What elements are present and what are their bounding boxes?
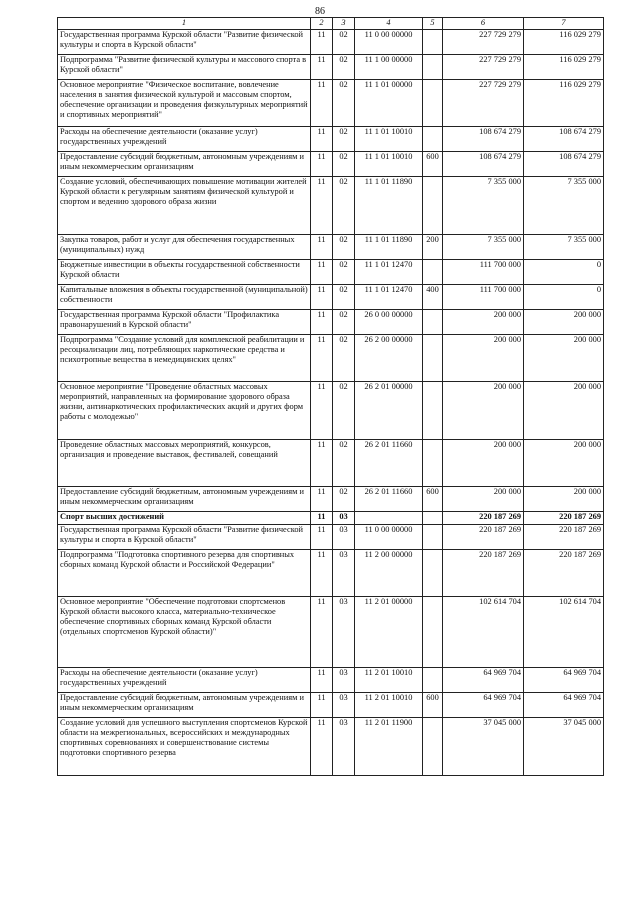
row-expense-type-code (423, 310, 443, 335)
row-amount-year1: 108 674 279 (443, 127, 524, 152)
row-section-code: 11 (311, 285, 333, 310)
row-name: Проведение областных массовых мероприятий, конкурсов, организация и проведение выставок, фестивалей, совещаний (58, 440, 311, 487)
row-name: Подпрограмма "Развитие физической культуры и массового спорта в Курской области" (58, 55, 311, 80)
row-amount-year2: 64 969 704 (524, 668, 604, 693)
row-expense-type-code (423, 382, 443, 440)
row-name: Государственная программа Курской области "Развитие физической культуры и спорта в Курской области" (58, 30, 311, 55)
row-section-code: 11 (311, 550, 333, 597)
row-amount-year1: 108 674 279 (443, 152, 524, 177)
row-amount-year1: 64 969 704 (443, 693, 524, 718)
row-name: Основное мероприятие "Обеспечение подготовки спортсменов Курской области высокого класса, материально-техническое обеспечение спортивных сборных команд Курской области (отдельных спортсменов Курской области)" (58, 597, 311, 668)
row-amount-year2: 102 614 704 (524, 597, 604, 668)
row-subsection-code: 02 (333, 335, 355, 382)
row-expense-type-code (423, 597, 443, 668)
row-section-code: 11 (311, 440, 333, 487)
table-row (58, 285, 604, 310)
row-target-article-code: 11 2 01 11900 (355, 718, 423, 776)
row-subsection-code: 02 (333, 310, 355, 335)
row-target-article-code: 26 2 01 11660 (355, 487, 423, 512)
row-target-article-code: 11 2 01 00000 (355, 597, 423, 668)
table-row (58, 177, 604, 235)
row-expense-type-code (423, 668, 443, 693)
row-subsection-code: 02 (333, 177, 355, 235)
row-subsection-code: 02 (333, 260, 355, 285)
table-row (58, 550, 604, 597)
row-amount-year2: 116 029 279 (524, 80, 604, 127)
row-expense-type-code (423, 177, 443, 235)
row-expense-type-code (423, 30, 443, 55)
table-body (58, 30, 604, 776)
row-subsection-code: 02 (333, 152, 355, 177)
row-name: Государственная программа Курской области "Профилактика правонарушений в Курской области" (58, 310, 311, 335)
table-row (58, 127, 604, 152)
row-expense-type-code (423, 550, 443, 597)
row-section-code: 11 (311, 235, 333, 260)
row-amount-year2: 200 000 (524, 310, 604, 335)
row-amount-year2: 7 355 000 (524, 177, 604, 235)
row-amount-year2: 116 029 279 (524, 55, 604, 80)
row-amount-year1: 220 187 269 (443, 525, 524, 550)
row-subsection-code: 02 (333, 285, 355, 310)
column-number: 1 (58, 18, 311, 30)
row-subsection-code: 03 (333, 718, 355, 776)
row-amount-year2: 0 (524, 285, 604, 310)
row-target-article-code: 11 1 01 10010 (355, 127, 423, 152)
row-expense-type-code (423, 525, 443, 550)
row-expense-type-code: 600 (423, 693, 443, 718)
row-amount-year1: 200 000 (443, 487, 524, 512)
row-subsection-code: 03 (333, 668, 355, 693)
row-name: Расходы на обеспечение деятельности (оказание услуг) государственных учреждений (58, 127, 311, 152)
row-name: Основное мероприятие "Проведение областных массовых мероприятий, направленных на формирование здорового образа жизни, антинаркотических профилактических акций и других форм работы с молодежью" (58, 382, 311, 440)
row-target-article-code (355, 512, 423, 525)
row-subsection-code: 02 (333, 440, 355, 487)
row-expense-type-code: 200 (423, 235, 443, 260)
row-section-code: 11 (311, 487, 333, 512)
row-section-code: 11 (311, 718, 333, 776)
row-target-article-code: 11 1 01 11890 (355, 235, 423, 260)
table-row (58, 235, 604, 260)
row-amount-year1: 200 000 (443, 310, 524, 335)
row-subsection-code: 02 (333, 80, 355, 127)
row-expense-type-code (423, 127, 443, 152)
row-section-code: 11 (311, 80, 333, 127)
table-row (58, 668, 604, 693)
row-amount-year2: 108 674 279 (524, 152, 604, 177)
row-section-code: 11 (311, 260, 333, 285)
row-amount-year1: 200 000 (443, 335, 524, 382)
row-subsection-code: 03 (333, 693, 355, 718)
row-target-article-code: 11 2 00 00000 (355, 550, 423, 597)
row-section-code: 11 (311, 55, 333, 80)
row-section-code: 11 (311, 668, 333, 693)
row-name: Расходы на обеспечение деятельности (оказание услуг) государственных учреждений (58, 668, 311, 693)
column-number: 2 (311, 18, 333, 30)
row-expense-type-code (423, 80, 443, 127)
row-section-code: 11 (311, 335, 333, 382)
row-amount-year1: 200 000 (443, 382, 524, 440)
row-amount-year1: 220 187 269 (443, 550, 524, 597)
row-name: Создание условий для успешного выступления спортсменов Курской области на межрегиональных, всероссийских и международных спортивных соревнованиях и совершенствование системы подготовки спортивного резерва (58, 718, 311, 776)
row-section-code: 11 (311, 152, 333, 177)
row-expense-type-code (423, 260, 443, 285)
table-row (58, 382, 604, 440)
row-amount-year1: 111 700 000 (443, 260, 524, 285)
row-target-article-code: 11 1 00 00000 (355, 55, 423, 80)
row-name: Предоставление субсидий бюджетным, автономным учреждениям и иным некоммерческим организациям (58, 693, 311, 718)
row-section-code: 11 (311, 597, 333, 668)
row-amount-year1: 102 614 704 (443, 597, 524, 668)
row-amount-year1: 7 355 000 (443, 177, 524, 235)
row-section-code: 11 (311, 382, 333, 440)
row-section-code: 11 (311, 127, 333, 152)
table-row (58, 597, 604, 668)
row-expense-type-code: 600 (423, 152, 443, 177)
row-amount-year2: 200 000 (524, 440, 604, 487)
row-amount-year2: 220 187 269 (524, 512, 604, 525)
row-target-article-code: 11 1 01 12470 (355, 260, 423, 285)
row-amount-year1: 64 969 704 (443, 668, 524, 693)
row-subsection-code: 02 (333, 235, 355, 260)
row-amount-year1: 227 729 279 (443, 80, 524, 127)
row-amount-year2: 200 000 (524, 487, 604, 512)
budget-table (57, 17, 604, 776)
row-subsection-code: 03 (333, 597, 355, 668)
row-subsection-code: 03 (333, 550, 355, 597)
row-amount-year2: 0 (524, 260, 604, 285)
row-name: Создание условий, обеспечивающих повышение мотивации жителей Курской области к регулярным занятиям физической культурой и спортом и ведению здорового образа жизни (58, 177, 311, 235)
table-row (58, 80, 604, 127)
row-subsection-code: 03 (333, 525, 355, 550)
row-target-article-code: 26 2 01 11660 (355, 440, 423, 487)
row-target-article-code: 11 2 01 10010 (355, 693, 423, 718)
row-amount-year1: 227 729 279 (443, 30, 524, 55)
row-section-code: 11 (311, 177, 333, 235)
table-row (58, 525, 604, 550)
row-target-article-code: 11 0 00 00000 (355, 525, 423, 550)
row-section-code: 11 (311, 512, 333, 525)
row-name: Бюджетные инвестиции в объекты государственной собственности Курской области (58, 260, 311, 285)
row-target-article-code: 26 2 01 00000 (355, 382, 423, 440)
row-subsection-code: 02 (333, 382, 355, 440)
table-row (58, 55, 604, 80)
row-expense-type-code (423, 512, 443, 525)
row-section-code: 11 (311, 310, 333, 335)
row-expense-type-code (423, 55, 443, 80)
row-subsection-code: 02 (333, 127, 355, 152)
row-target-article-code: 11 0 00 00000 (355, 30, 423, 55)
row-amount-year1: 7 355 000 (443, 235, 524, 260)
row-name: Подпрограмма "Создание условий для комплексной реабилитации и ресоциализации лиц, потребляющих наркотические средства и психотропные вещества в немедицинских целях" (58, 335, 311, 382)
row-amount-year2: 37 045 000 (524, 718, 604, 776)
row-name: Закупка товаров, работ и услуг для обеспечения государственных (муниципальных) нужд (58, 235, 311, 260)
table-row (58, 152, 604, 177)
row-expense-type-code (423, 440, 443, 487)
row-amount-year2: 200 000 (524, 382, 604, 440)
row-target-article-code: 26 0 00 00000 (355, 310, 423, 335)
row-subsection-code: 02 (333, 55, 355, 80)
row-amount-year1: 111 700 000 (443, 285, 524, 310)
column-number: 4 (355, 18, 423, 30)
row-subsection-code: 02 (333, 487, 355, 512)
row-name: Спорт высших достижений (58, 512, 311, 525)
row-target-article-code: 11 1 01 11890 (355, 177, 423, 235)
row-amount-year2: 64 969 704 (524, 693, 604, 718)
table-row (58, 260, 604, 285)
row-name: Предоставление субсидий бюджетным, автономным учреждениям и иным некоммерческим организациям (58, 152, 311, 177)
table-row (58, 30, 604, 55)
table-row (58, 512, 604, 525)
row-amount-year1: 220 187 269 (443, 512, 524, 525)
column-number: 7 (524, 18, 604, 30)
row-amount-year2: 108 674 279 (524, 127, 604, 152)
row-subsection-code: 02 (333, 30, 355, 55)
row-name: Государственная программа Курской области "Развитие физической культуры и спорта в Курской области" (58, 525, 311, 550)
row-subsection-code: 03 (333, 512, 355, 525)
row-amount-year2: 116 029 279 (524, 30, 604, 55)
row-target-article-code: 11 1 01 12470 (355, 285, 423, 310)
row-target-article-code: 11 2 01 10010 (355, 668, 423, 693)
table-row (58, 335, 604, 382)
row-section-code: 11 (311, 30, 333, 55)
page-number: 86 (315, 6, 325, 17)
row-expense-type-code: 600 (423, 487, 443, 512)
row-name: Подпрограмма "Подготовка спортивного резерва для спортивных сборных команд Курской области и Российской Федерации" (58, 550, 311, 597)
row-expense-type-code (423, 718, 443, 776)
table-row (58, 310, 604, 335)
row-amount-year1: 200 000 (443, 440, 524, 487)
row-section-code: 11 (311, 525, 333, 550)
row-expense-type-code (423, 335, 443, 382)
row-amount-year2: 7 355 000 (524, 235, 604, 260)
row-name: Основное мероприятие "Физическое воспитание, вовлечение населения в занятия физической культурой и массовым спортом, обеспечение организации и проведения физкультурных мероприятий и спортивных мероприятий" (58, 80, 311, 127)
row-target-article-code: 11 1 01 10010 (355, 152, 423, 177)
column-number: 6 (443, 18, 524, 30)
row-amount-year2: 220 187 269 (524, 525, 604, 550)
column-number: 5 (423, 18, 443, 30)
row-target-article-code: 26 2 00 00000 (355, 335, 423, 382)
row-amount-year1: 37 045 000 (443, 718, 524, 776)
column-number: 3 (333, 18, 355, 30)
row-target-article-code: 11 1 01 00000 (355, 80, 423, 127)
row-amount-year1: 227 729 279 (443, 55, 524, 80)
row-expense-type-code: 400 (423, 285, 443, 310)
column-number-row (58, 18, 604, 30)
row-amount-year2: 220 187 269 (524, 550, 604, 597)
row-name: Капитальные вложения в объекты государственной (муниципальной) собственности (58, 285, 311, 310)
table-row (58, 693, 604, 718)
table-row (58, 718, 604, 776)
row-section-code: 11 (311, 693, 333, 718)
table-row (58, 440, 604, 487)
row-amount-year2: 200 000 (524, 335, 604, 382)
table-row (58, 487, 604, 512)
row-name: Предоставление субсидий бюджетным, автономным учреждениям и иным некоммерческим организациям (58, 487, 311, 512)
